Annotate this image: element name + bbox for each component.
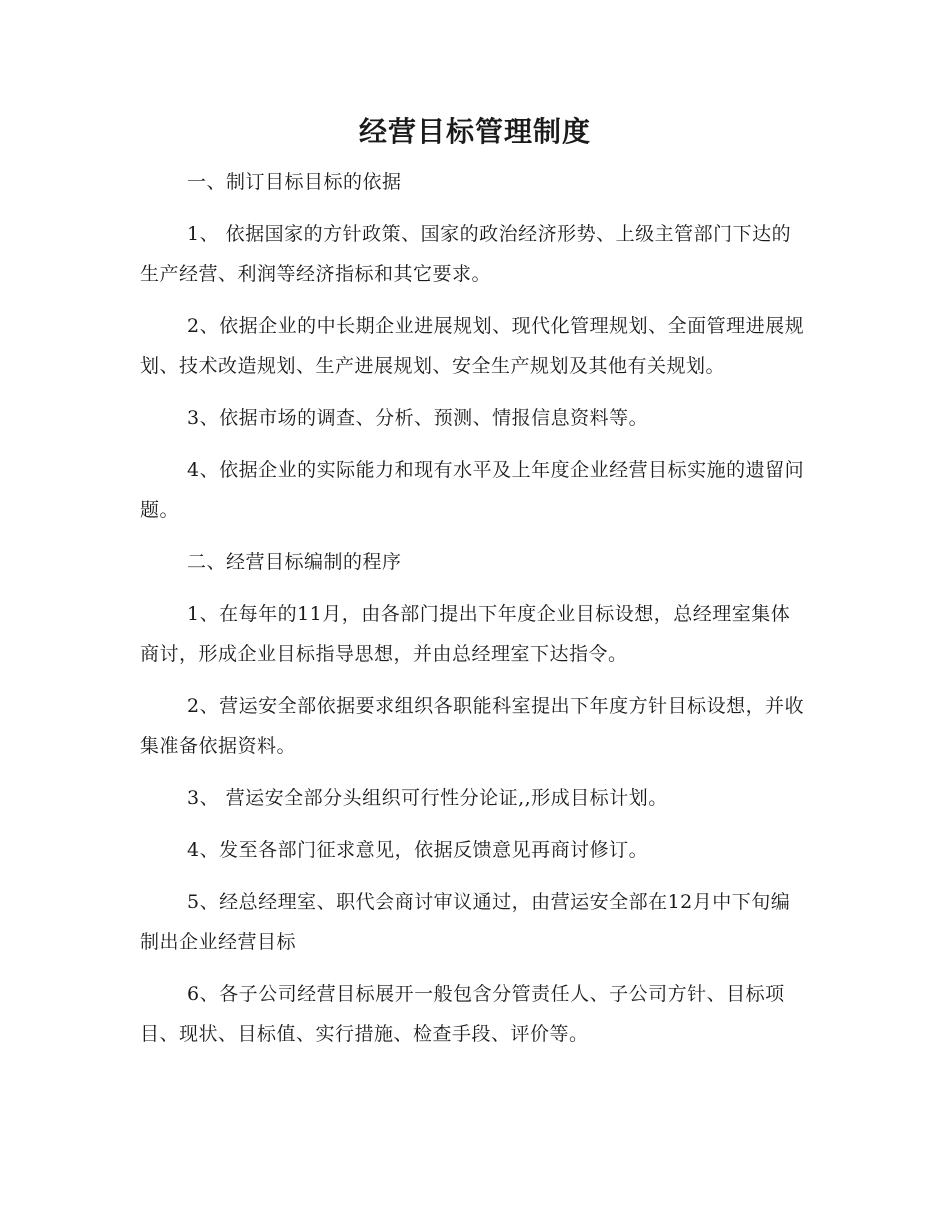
paragraph: 4、依据企业的实际能力和现有水平及上年度企业经营目标实施的遗留问题。 [140, 459, 805, 521]
document-body [140, 162, 808, 1054]
paragraph: 3、 营运安全部分头组织可行性分论证,,形成目标计划。 [187, 787, 668, 809]
paragraph: 2、营运安全部依据要求组织各职能科室提出下年度方针目标设想，并收集准备依据资料。 [140, 695, 805, 757]
paragraph: 1、在每年的11月，由各部门提出下年度企业目标设想，总经理室集体商讨，形成企业目标指导思想，并由总经理室下达指令。 [140, 603, 791, 665]
section-heading-basis: 一、制订目标目标的依据 [187, 171, 402, 193]
section-heading-procedure: 二、经营目标编制的程序 [187, 551, 402, 573]
paragraph: 6、各子公司经营目标展开一般包含分管责任人、子公司方针、目标项目、现状、目标值、实行措施、检查手段、评价等。 [140, 983, 785, 1045]
paragraph: 1、 依据国家的方针政策、国家的政治经济形势、上级主管部门下达的生产经营、利润等经济指标和其它要求。 [140, 223, 792, 285]
paragraph: 2、依据企业的中长期企业进展规划、现代化管理规划、全面管理进展规划、技术改造规划、生产进展规划、安全生产规划及其他有关规划。 [140, 315, 805, 377]
paragraph: 3、依据市场的调查、分析、预测、情报信息资料等。 [187, 407, 649, 429]
paragraph: 4、发至各部门征求意见，依据反馈意见再商讨修订。 [187, 839, 649, 861]
paragraph: 5、经总经理室、职代会商讨审议通过，由营运安全部在12月中下旬编制出企业经营目标 [140, 891, 791, 953]
document-title: 经营目标管理制度 [358, 115, 591, 148]
